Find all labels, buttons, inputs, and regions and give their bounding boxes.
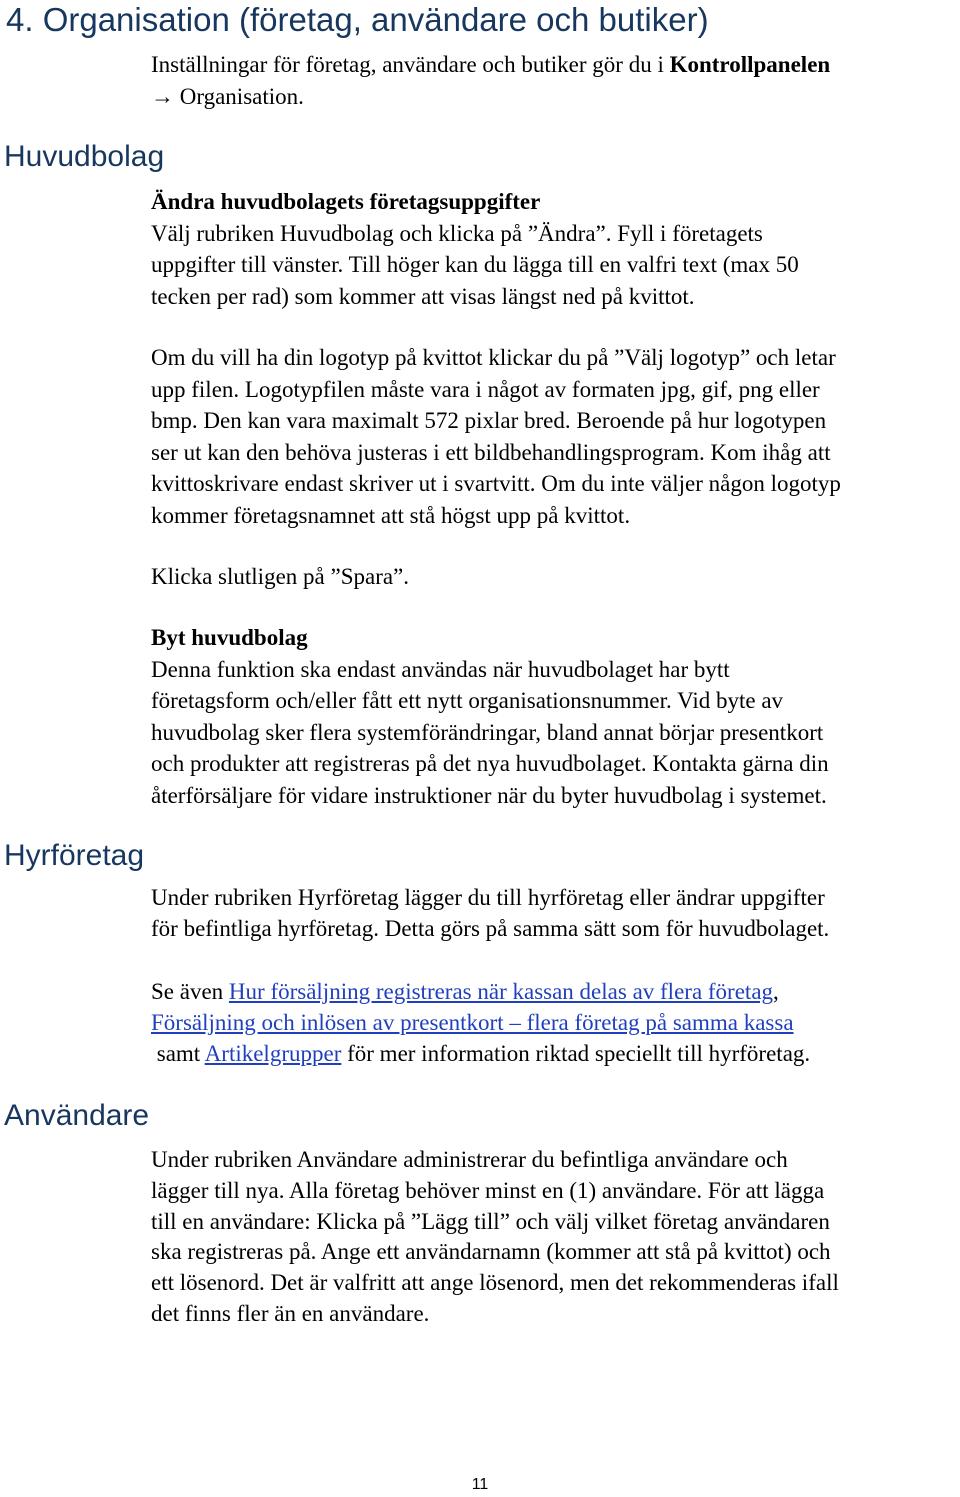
anv-paragraph [151, 1145, 960, 1330]
logo-line: Om du vill ha din logotyp på kvittot klickar du på ”Välj logotyp” och letar [151, 345, 836, 370]
intro-paragraph [151, 49, 960, 112]
anv-line: Under rubriken Användare administrerar du befintliga användare och [151, 1147, 788, 1172]
section-heading-anvandare: Användare [4, 1099, 150, 1132]
see-also-paragraph [151, 977, 960, 1069]
andra-line: tecken per rad) som kommer att visas längst ned på kvittot. [151, 283, 695, 309]
anv-line: ska registreras på. Ange ett användarnamn (kommer att stå på kvittot) och [151, 1239, 831, 1265]
logo-line: upp filen. Logotypfilen måste vara i något av formaten jpg, gif, png eller [151, 376, 820, 402]
see-also-suffix: för mer information riktad speciellt till hyrföretag. [341, 1040, 811, 1066]
logo-line: kvittoskrivare endast skriver ut i svartvitt. Om du inte väljer någon logotyp [151, 471, 841, 496]
hyr-paragraph [151, 883, 960, 945]
andra-block [151, 186, 960, 312]
see-also-line-1 [151, 977, 960, 1008]
control-panel-label: Kontrollpanelen [669, 52, 831, 77]
link-gift-cards-multiple-companies[interactable]: Försäljning och inlösen av presentkort – flera företag på samma kassa [151, 1009, 794, 1035]
anv-line: det finns fler än en användare. [151, 1300, 430, 1326]
logo-line: bmp. Den kan vara maximalt 572 pixlar bred. Beroende på hur logotypen [151, 408, 827, 433]
intro-text: Inställningar för företag, användare och butiker gör du i [151, 52, 670, 77]
anv-line: till en användare: Klicka på ”Lägg till” och välj vilket företag användaren [151, 1208, 830, 1234]
byt-title: Byt huvudbolag [151, 625, 308, 650]
anv-line: ett lösenord. Det är valfritt att ange lösenord, men det rekommenderas ifall [151, 1270, 839, 1296]
anv-line: lägger till nya. Alla företag behöver minst en (1) användare. För att lägga [151, 1177, 825, 1203]
byt-line: och produkter att registreras på det nya huvudbolaget. Kontakta gärna din [151, 751, 829, 776]
intro-line-1 [151, 49, 960, 81]
link-sales-shared-register[interactable]: Hur försäljning registreras när kassan delas av flera företag [228, 979, 774, 1004]
section-heading-hyrforetag: Hyrföretag [4, 839, 145, 872]
logo-line: kommer företagsnamnet att stå högst upp på kvittot. [151, 502, 631, 528]
logo-paragraph [151, 342, 960, 531]
see-also-prefix: Se även [151, 979, 229, 1004]
byt-block [151, 622, 960, 811]
see-also-line-3 [151, 1039, 960, 1070]
andra-line: uppgifter till vänster. Till höger kan du lägga till en valfri text (max 50 [151, 252, 799, 277]
see-also-line-2 [151, 1008, 960, 1039]
intro-line-2: → Organisation. [151, 83, 304, 109]
hyr-line: för befintliga hyrföretag. Detta görs på samma sätt som för huvudbolaget. [151, 915, 830, 941]
link-article-groups[interactable]: Artikelgrupper [204, 1040, 342, 1066]
section-heading-huvudbolag: Huvudbolag [4, 140, 165, 173]
logo-line: ser ut kan den behöva justeras i ett bildbehandlingsprogram. Kom ihåg att [151, 439, 831, 465]
byt-line: Denna funktion ska endast användas när huvudbolaget har bytt [151, 656, 730, 682]
byt-line: återförsäljare för vidare instruktioner när du byter huvudbolag i systemet. [151, 782, 827, 808]
see-also-samt: samt [151, 1040, 205, 1066]
andra-title: Ändra huvudbolagets företagsuppgifter [151, 189, 541, 214]
byt-line: företagsform och/eller fått ett nytt organisationsnummer. Vid byte av [151, 688, 784, 713]
see-also-comma: , [773, 979, 779, 1004]
page-title: 4. Organisation (företag, användare och butiker) [6, 1, 709, 38]
andra-line: Välj rubriken Huvudbolag och klicka på ”Ändra”. Fyll i företagets [151, 220, 763, 246]
spara-paragraph: Klicka slutligen på ”Spara”. [151, 564, 410, 589]
page-number: 11 [471, 1476, 489, 1493]
byt-line: huvudbolag sker flera systemförändringar, bland annat börjar presentkort [151, 719, 824, 745]
hyr-line: Under rubriken Hyrföretag lägger du till hyrföretag eller ändrar uppgifter [151, 885, 825, 910]
